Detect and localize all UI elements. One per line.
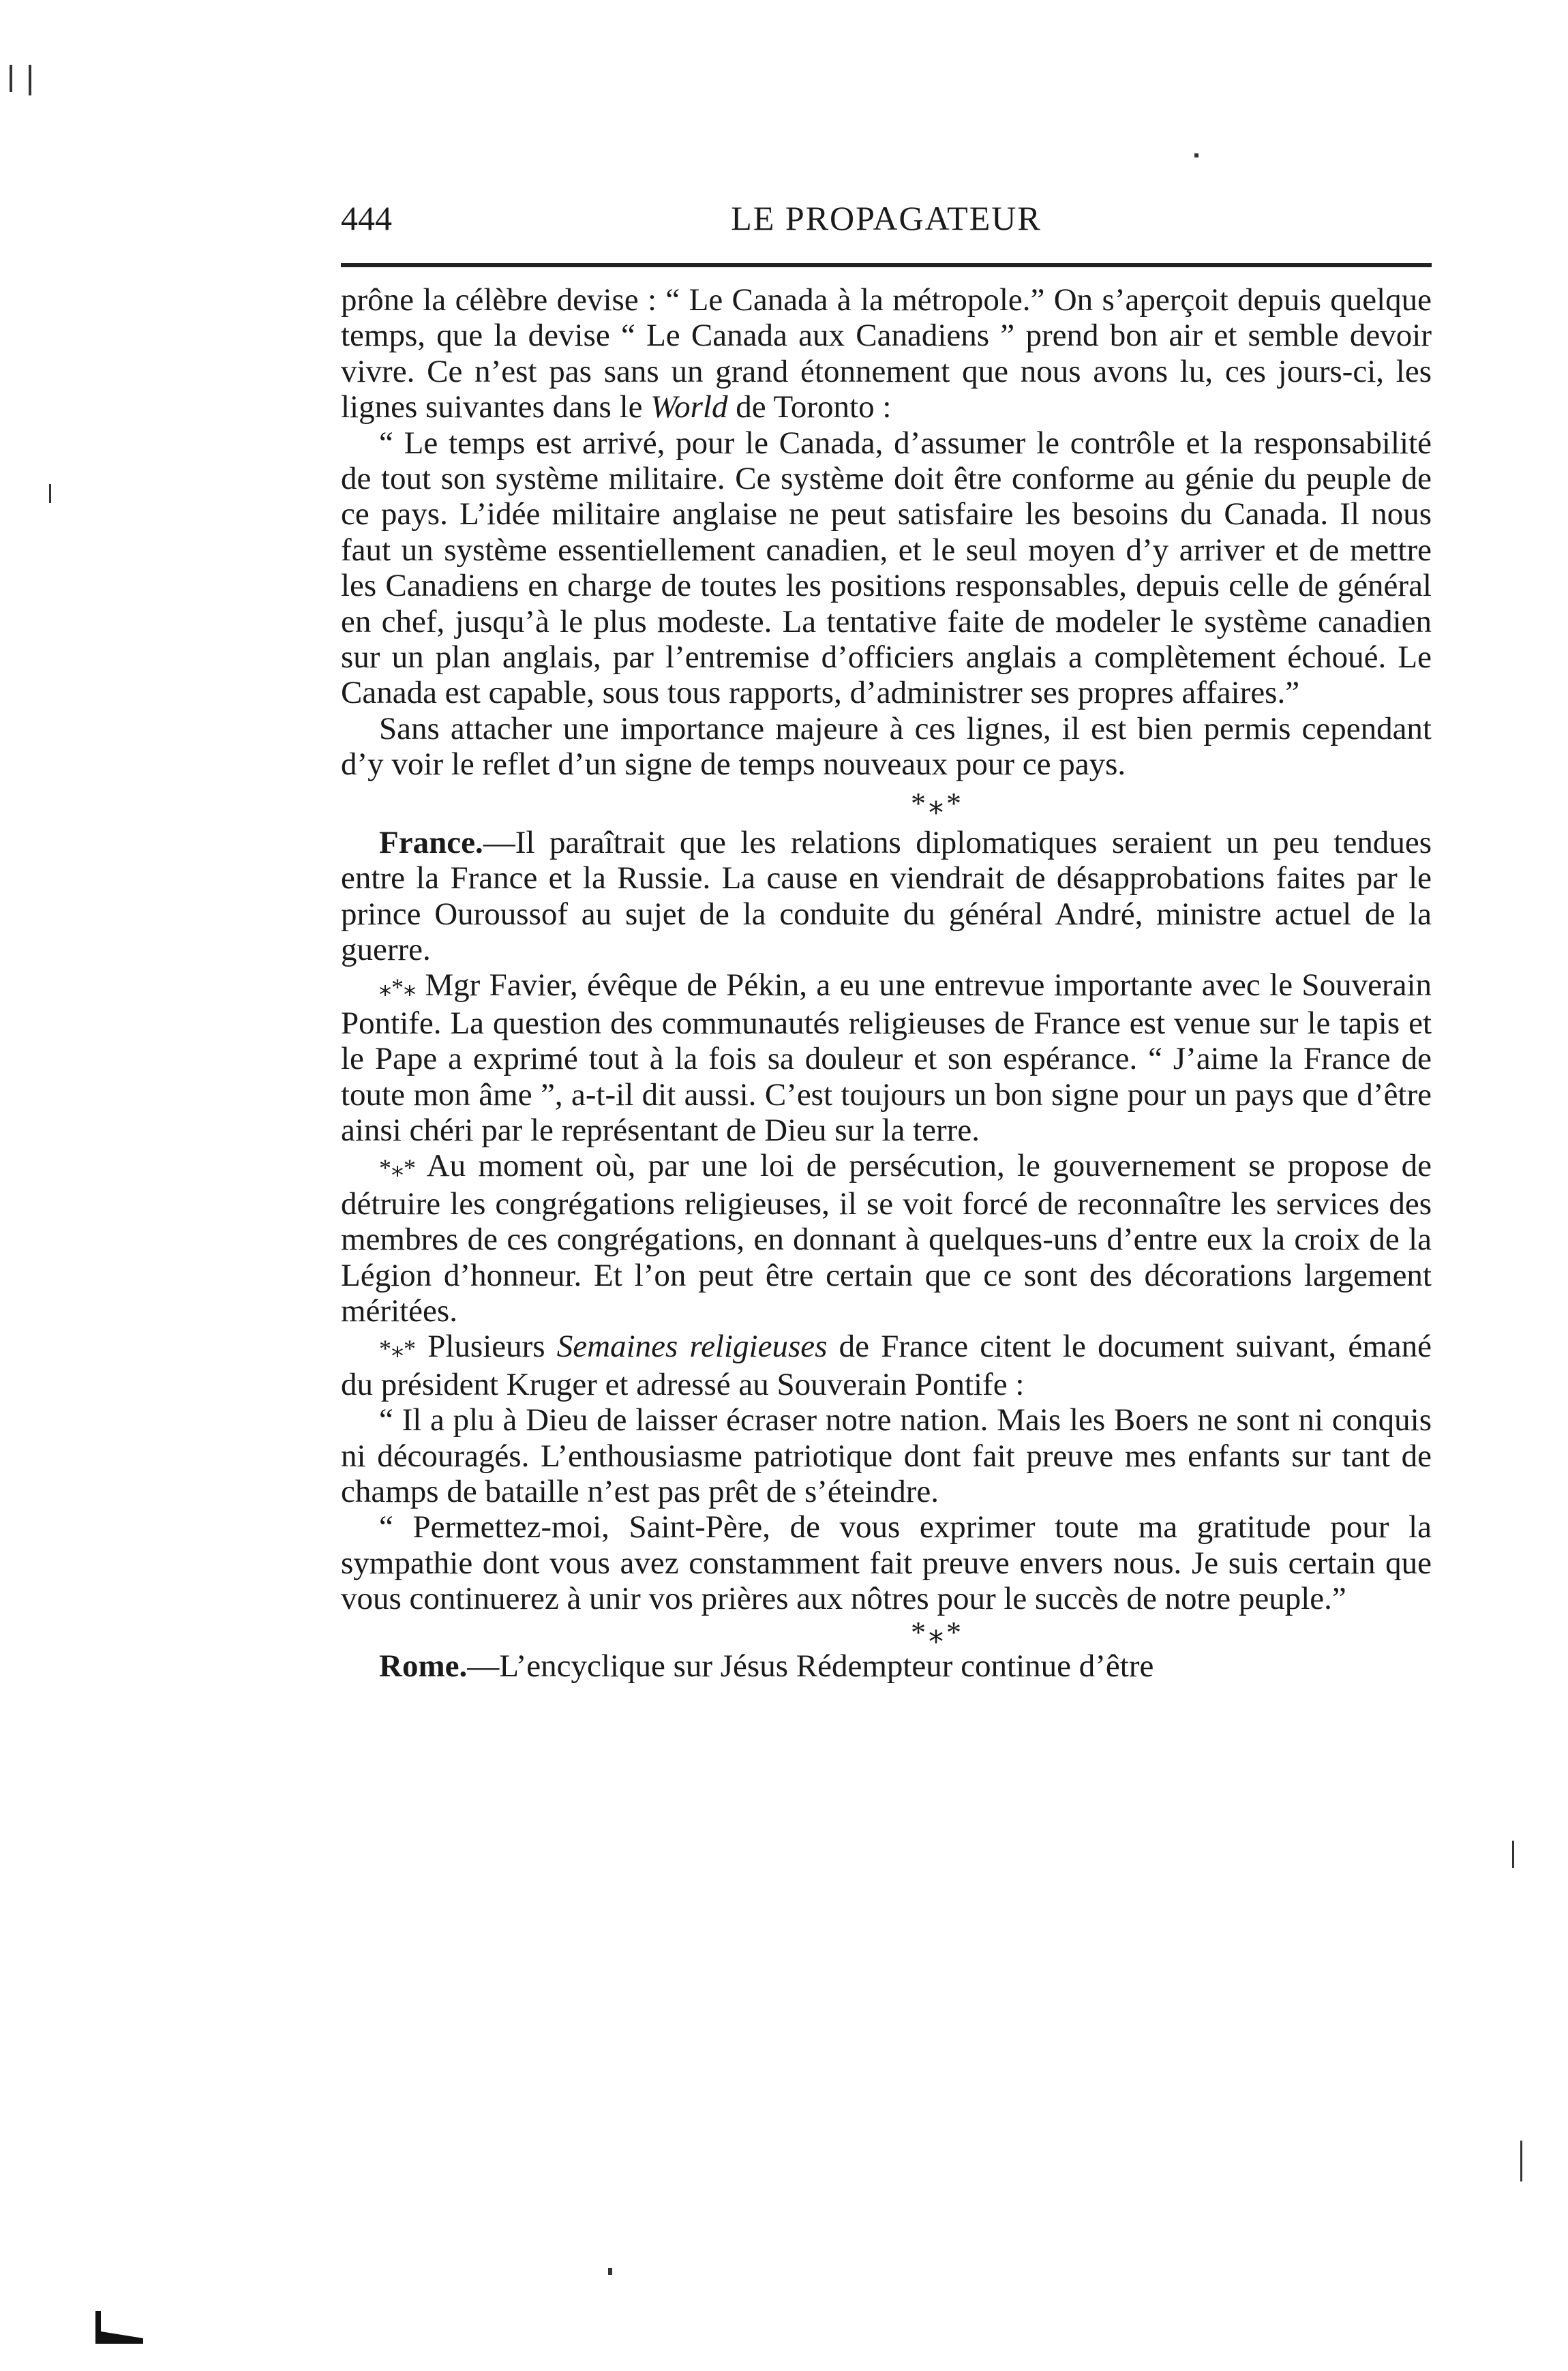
asterism-separator: *⁎* bbox=[911, 786, 964, 820]
asterism-inline: *⁎* bbox=[379, 1335, 416, 1363]
margin-mark bbox=[1520, 2141, 1522, 2181]
paragraph: *⁎* Au moment où, par une loi de persécution, le gouvernement se propose de détruire les congrégations religieuses, il se voit forcé de reconnaître les services des membres de ces congrégations, en donnant à quelques-uns d’entre eux la croix de la Légion d’honneur. Et l’on peut être certain que ce sont des décorations largement méritées. bbox=[341, 1148, 1432, 1329]
paragraph: prône la célèbre devise : “ Le Canada à la métropole.” On s’aperçoit depuis quelque temps, que la devise “ Le Canada aux Canadiens ” prend bon air et semble devoir vivre. Ce n’est pas sans un grand étonnement que nous avons lu, ces jours-ci, les lignes suivantes dans le World de Toronto : bbox=[341, 282, 1432, 425]
quote-paragraph: “ Permettez-moi, Saint-Père, de vous exprimer toute ma gratitude pour la sympathie dont vous avez constamment fait preuve envers nous. Je suis certain que vous continuerez à unir vos prières aux nôtres pour le succès de notre peuple.” bbox=[341, 1509, 1432, 1617]
asterism-inline: *⁎* bbox=[379, 1154, 416, 1182]
quote-paragraph: “ Il a plu à Dieu de laisser écraser notre nation. Mais les Boers ne sont ni conquis ni découragés. L’enthousiasme patriotique dont fait preuve mes enfants sur tant de champs de bataille n’est pas prêt de s’éteindre. bbox=[341, 1402, 1432, 1509]
paragraph: Sans attacher une importance majeure à ces lignes, il est bien permis cependant d’y voir le reflet d’un signe de temps nouveaux pour ce pays. bbox=[341, 710, 1432, 783]
quote-paragraph: “ Le temps est arrivé, pour le Canada, d’assumer le contrôle et la responsabilité de tout son système militaire. Ce système doit être conforme au génie du peuple de ce pays. L’idée militaire anglaise ne peut satisfaire les besoins du Canada. Il nous faut un système essentiellement canadien, et le seul moyen d’y arriver et de mettre les Canadiens en charge de toutes les positions responsables, depuis celle de général en chef, jusqu’à le plus modeste. La tentative faite de modeler le système canadien sur un plan anglais, par l’entremise d’officiers anglais a complètement échoué. Le Canada est capable, sous tous rapports, d’administrer ses propres affaires.” bbox=[341, 425, 1432, 711]
section-lead-france: France. bbox=[379, 824, 483, 860]
page-header bbox=[341, 191, 1432, 245]
margin-mark bbox=[1194, 153, 1198, 157]
page-number: 444 bbox=[341, 199, 392, 237]
asterism-inline: ⁎*⁎ bbox=[379, 973, 416, 1001]
paragraph: ⁎*⁎ Mgr Favier, évêque de Pékin, a eu une entrevue importante avec le Souverain Pontife. La question des communautés religieuses de France est venue sur le tapis et le Pape a exprimé tout à la fois sa douleur et son espérance. “ J’aime la France de toute mon âme ”, a-t-il dit aussi. C’est toujours un bon signe pour un pays que d’être ainsi chéri par le représentant de Dieu sur la terre. bbox=[341, 967, 1432, 1148]
margin-mark bbox=[29, 65, 31, 95]
paragraph: *⁎* Plusieurs Semaines religieuses de France citent le document suivant, émané du président Kruger et adressé au Souverain Pontife : bbox=[341, 1329, 1432, 1402]
paragraph-rome: Rome.—L’encyclique sur Jésus Rédempteur continue d’être bbox=[379, 1648, 1154, 1684]
paragraph-france: France.—Il paraîtrait que les relations diplomatiques seraient un peu tendues entre la France et la Russie. La cause en viendrait de désapprobations faites par le prince Ouroussof au sujet de la conduite du général André, ministre actuel de la guerre. bbox=[341, 824, 1432, 967]
margin-mark bbox=[608, 2268, 612, 2275]
header-rule bbox=[341, 263, 1432, 267]
section-lead-rome: Rome. bbox=[379, 1648, 468, 1684]
scan-corner-mark bbox=[95, 2311, 143, 2344]
running-title: LE PROPAGATEUR bbox=[731, 199, 1042, 237]
margin-mark bbox=[1512, 1841, 1514, 1868]
document-page bbox=[341, 191, 1432, 1684]
margin-mark bbox=[49, 484, 51, 503]
margin-mark bbox=[10, 65, 12, 92]
body-text bbox=[341, 282, 1432, 1684]
asterism-separator: *⁎* bbox=[911, 1615, 964, 1649]
